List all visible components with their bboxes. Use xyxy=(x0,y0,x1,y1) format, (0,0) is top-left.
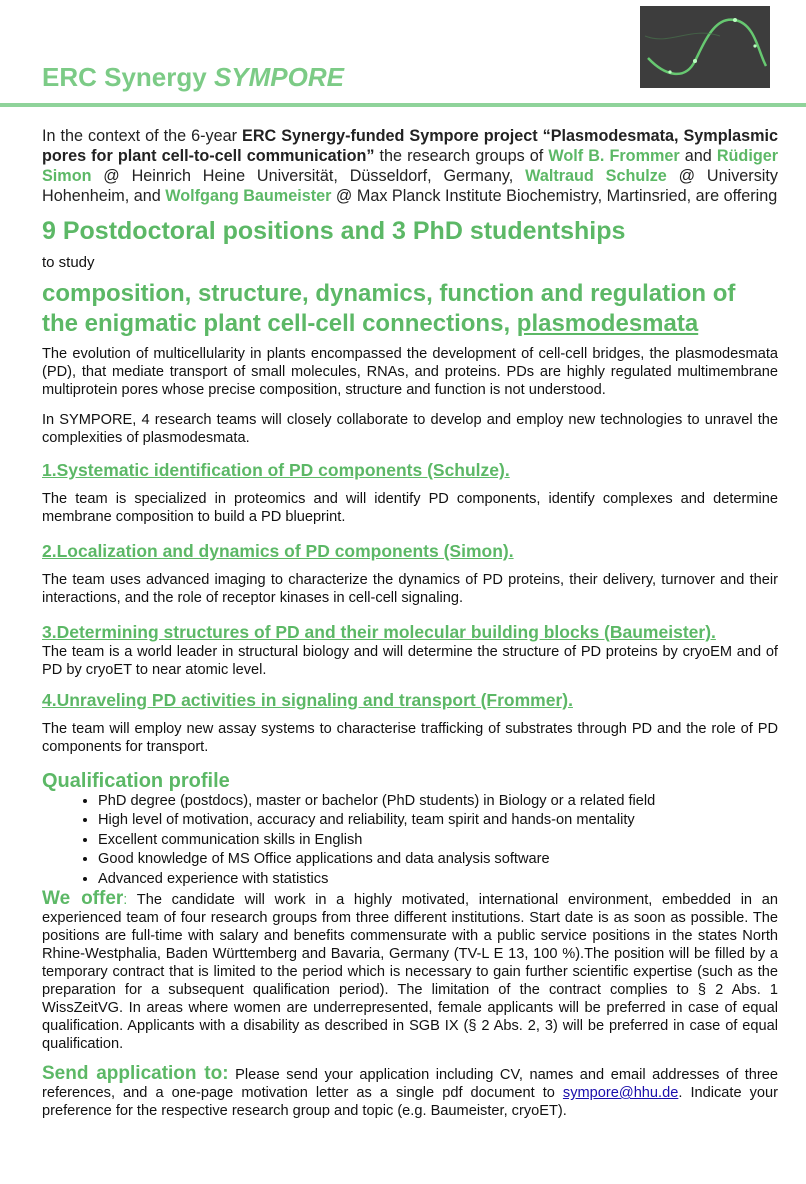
section-3-title: 3.Determining structures of PD and their molecular building blocks (Baumeister). xyxy=(42,622,716,642)
list-item: • PhD degree (postdocs), master or bachelor (PhD students) in Biology or a related field xyxy=(98,792,778,811)
positions-heading: 9 Postdoctoral positions and 3 PhD studentships xyxy=(42,217,626,245)
email-link[interactable]: sympore@hhu.de xyxy=(562,1085,679,1102)
section-2-title: 2.Localization and dynamics of PD components (Simon). xyxy=(42,541,514,561)
intro-paragraph: In the context of the 6-year ERC Synergy-funded Sympore project “Plasmodesmata, Symplasmic pores for plant cell-to-cell communication” the research groups of Wolf B. Frommer and Rüdiger Simon @ Heinrich Heine Universität, Düsseldorf, Germany, Waltraud Schulze @ University Hohenheim, and Wolfgang Baumeister @ Max Planck Institute Biochemistry, Martinsried, are offering xyxy=(42,127,779,205)
section-4-title: 4.Unraveling PD activities in signaling and transport (Frommer). xyxy=(42,690,573,710)
list-item: • Advanced experience with statistics xyxy=(98,870,778,889)
apply-label: Send application to: xyxy=(42,1063,229,1085)
header-divider xyxy=(0,103,806,107)
section-1-body: The team is specialized in proteomics and will identify PD components, identify complexes and determine membrane composition to build a PD blueprint. xyxy=(42,491,778,525)
offer-label: We offer xyxy=(42,888,124,910)
list-item: • High level of motivation, accuracy and reliability, team spirit and hands-on mentality xyxy=(98,811,778,830)
section-3-body: The team is a world leader in structural biology and will determine the structure of PD proteins by cryoEM and of PD by cryoET to near atomic level. xyxy=(42,644,778,678)
list-item: • Excellent communication skills in English xyxy=(98,831,778,850)
section-4-body: The team will employ new assay systems to characterise trafficking of substrates through PD and the role of PD components for transport. xyxy=(42,721,778,755)
document-body xyxy=(42,126,778,1120)
sympore-paragraph: In SYMPORE, 4 research teams will closely collaborate to develop and employ new technologies to unravel the complexities of plasmodesmata. xyxy=(42,412,778,446)
topic-heading: composition, structure, dynamics, function and regulation of the enigmatic plant cell-cell connections, plasmodesmata xyxy=(42,280,736,337)
page-title: ERC Synergy SYMPORE xyxy=(42,62,344,92)
evolution-paragraph: The evolution of multicellularity in plants encompassed the development of cell-cell bridges, the plasmodesmata (PD), that mediate transport of small molecules, RNAs, and proteins. PDs are highly regulated multimembrane multiprotein pores whose precise composition, structure and function is not understood. xyxy=(42,346,778,398)
section-2-body: The team uses advanced imaging to characterize the dynamics of PD proteins, their delivery, turnover and their interactions, and the role of receptor kinases in cell-cell signaling. xyxy=(42,572,778,606)
to-study-text: to study xyxy=(42,254,95,271)
section-1-title: 1.Systematic identification of PD components (Schulze). xyxy=(42,460,510,480)
apply-paragraph: Send application to: Please send your application including CV, names and email addresses of three references, and a one-page motivation letter as a single pdf document to sympore@hhu.de. Indicate your preference for the respective research group and topic (e.g. Baumeister, cryoET). xyxy=(42,1063,779,1120)
qualification-heading: Qualification profile xyxy=(42,770,230,792)
qualification-list xyxy=(42,792,778,889)
microscopy-image xyxy=(640,6,770,88)
offer-paragraph: We offer: The candidate will work in a highly motivated, international environment, embedded in an experienced team of four research groups from three different institutions. Start date is as soon as possible. The positions are full-time with salary and benefits commensurate with a public service positions in the states North Rhine-Westphalia, Baden Württemberg and Bavaria, Germany (TV-L E 13, 100 %).The position will be filled by a temporary contract that is limited to the period which is necessary to gain further scientific expertise (such as the preparation for a subsequent qualification period). The limitation of the contract complies to § 2 Abs. 1 WissZeitVG. In areas where women are underrepresented, female applicants will be preferred in case of equal qualification. Applicants with a disability as described in SGB IX (§ 2 Abs. 2, 3) will be preferred in case of equal qualification. xyxy=(42,888,778,1053)
list-item: • Good knowledge of MS Office applications and data analysis software xyxy=(98,850,778,869)
